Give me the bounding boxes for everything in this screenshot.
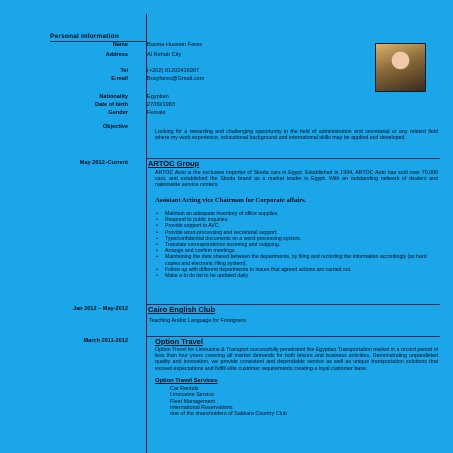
name-label: Name: [112, 42, 128, 48]
tel-label: Tel: [120, 68, 128, 74]
list-item: • Respond to public inquiries.: [155, 217, 440, 223]
address-label: Address: [105, 52, 128, 58]
list-item: • Make a to do list to be updated daily: [155, 273, 440, 279]
experience-description: Teaching Arabic Language for Foreigners: [149, 318, 246, 324]
experience-date: March 2011-2012: [83, 338, 128, 344]
section-title-personal: Personal information: [50, 33, 120, 40]
experience-company: ARTOC Group: [148, 159, 200, 168]
list-item: • Translate correspondence incoming and outgoing.: [155, 242, 440, 248]
objective-label: Objective: [102, 124, 128, 130]
objective-text: Looking for a rewarding and challenging opportunity in the field of administration and secretarial or any related field where my work experience, educational background and international skills may be applied and developed.: [155, 129, 438, 142]
experience-description: Option Travel for Limousine & Transport successfully penetrated the Egyptian Transportation market in a record period of less than four years covering all market demands for both leisure and business activities. Demonstrating unparalleled quality and innovation, we provide consistent and dependable service as well as unique transportation solutions that exceed expectations and fulfill elite customer requirements creating a loyal customer base.: [155, 347, 438, 372]
list-item: • Provide word-processing and secretarial support.: [155, 230, 440, 236]
experience-date: May 2012–Current: [79, 160, 128, 166]
gender-label: Gender: [108, 110, 128, 116]
nationality-value: Egyptian: [147, 94, 169, 100]
email-value: Bosyfares@Gmail.com: [147, 76, 205, 82]
list-item: one of the shareholders of Sakkara Country Club: [170, 411, 287, 418]
experience-description: ARTOC Auto is the exclusive importer of Skoda cars in Egypt. Established in 1994, ARTOC Auto has sold over 70,000 cars, and established the Skoda brand as a market leader in Egypt. With an outstanding network of dealers and nationwide service centers.: [155, 170, 438, 189]
address-value: Al Rehab City: [147, 52, 182, 58]
list-item: Car Rentals: [170, 386, 199, 392]
dob-value: 27/09/1983: [147, 102, 175, 108]
tel-value: (+202) 01202416997: [147, 68, 200, 74]
list-item: • Maintaining the date shared between the departments, by filing and recording the information accordingly (as hard copies and electronic filing system).: [155, 254, 440, 266]
name-value: Basma Hussein Fares: [147, 42, 203, 48]
list-item: • Maintain an adequate inventory of office supplies.: [155, 211, 440, 217]
dob-label: Date of birth: [95, 102, 128, 108]
list-item: Fleet Management: [170, 398, 215, 405]
services-title: Option Travel Services: [155, 378, 218, 384]
experience-company: Option Travel: [155, 337, 203, 346]
list-item: • Arrange and confirm meetings.: [155, 248, 440, 254]
experience-date: Jan 2012 – May-2012: [72, 306, 128, 312]
list-item: Limousine Service: [170, 392, 215, 399]
list-item: International Reservations: [170, 404, 233, 411]
list-item: • Provide support to AVC.: [155, 223, 440, 229]
nationality-label: Nationality: [99, 94, 128, 100]
experience-company: Cairo English Club: [148, 305, 216, 314]
list-item: • Follow up with different departments to insure that agreed actions are carried out.: [155, 267, 440, 273]
services-list: [170, 386, 287, 417]
profile-photo: [375, 43, 426, 92]
list-item: • Type/confidential documents on a word-processing system.: [155, 236, 440, 242]
email-label: E-mail: [111, 76, 128, 82]
duties-list: [155, 211, 440, 279]
gender-value: Female: [147, 110, 166, 116]
experience-role: Assistant Acting vice Chairman for Corporate affairs.: [155, 197, 307, 204]
